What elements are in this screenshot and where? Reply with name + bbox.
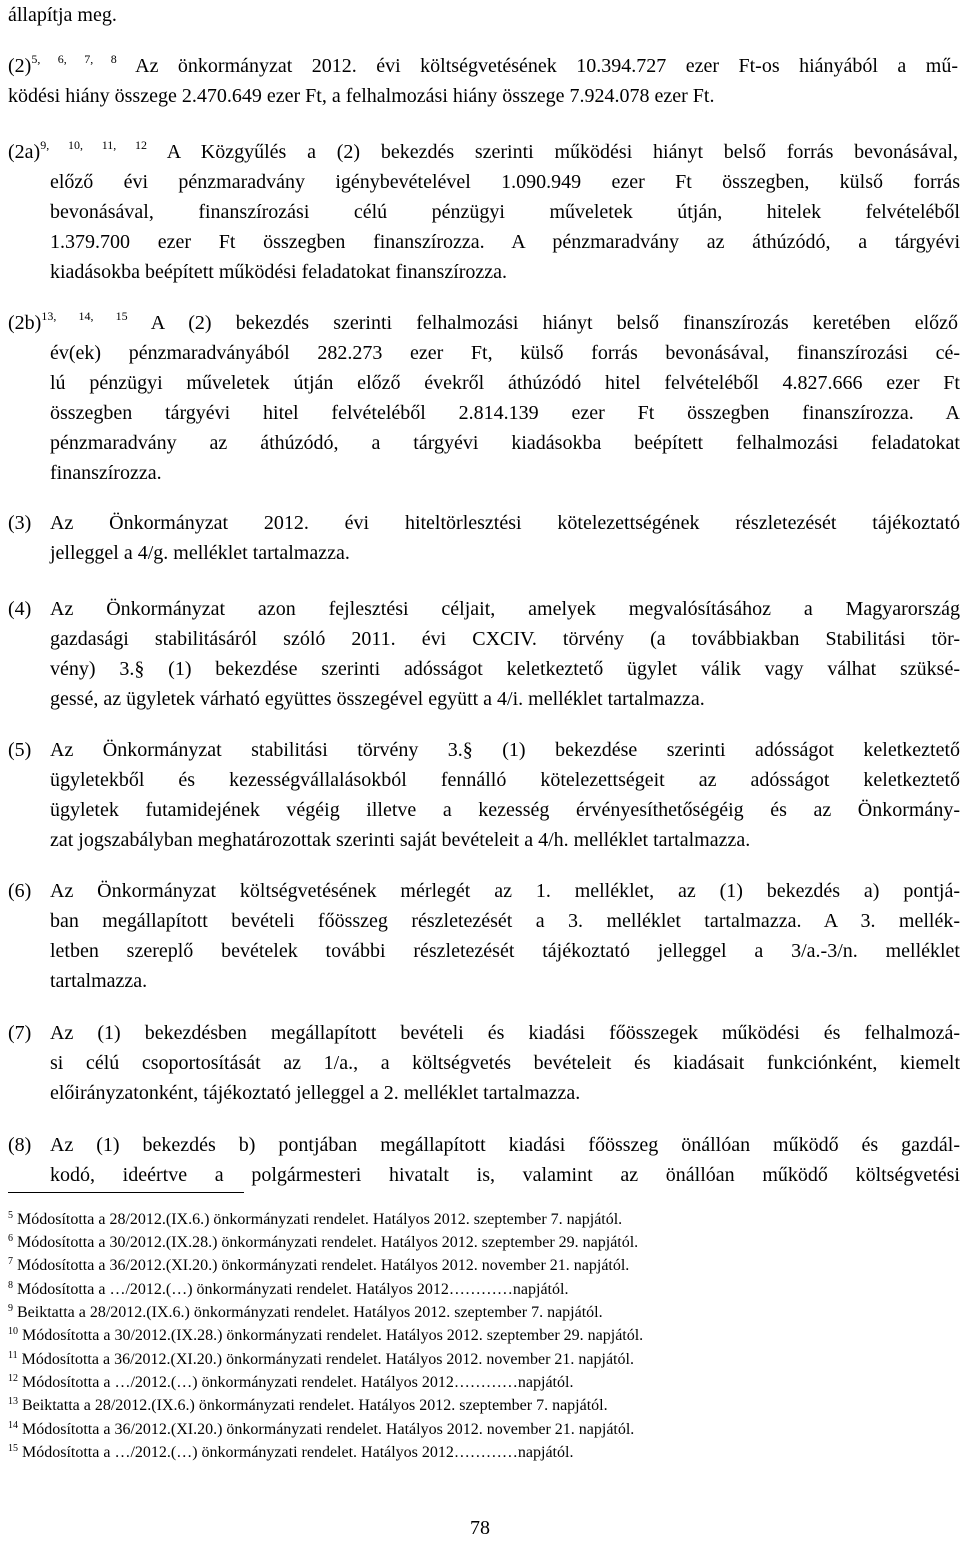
footnote-number: 7 xyxy=(8,1256,13,1267)
paragraph-8-line-1: Az (1) bekezdés b) pontjában megállapított kiadási főösszeg önállóan működő és gazdál- xyxy=(50,1134,960,1156)
paragraph-5-label: (5) xyxy=(8,739,32,761)
paragraph-2b-refs: 13, 14, 15 xyxy=(41,309,128,323)
footnote-7 xyxy=(8,1256,948,1276)
paragraph-4 xyxy=(50,594,960,714)
footnote-text: Módosította a 30/2012.(IX.28.) önkormányzati rendelet. Hatályos 2012. szeptember 29. napjától. xyxy=(17,1234,639,1251)
paragraph-6-line-3: letben szereplő bevételek további részletezését tájékoztató jelleggel a 3/a.-3/n. melléklet xyxy=(50,940,960,962)
footnote-text: Módosította a …/2012.(…) önkormányzati rendelet. Hatályos 2012…………napjától. xyxy=(22,1444,574,1461)
footnote-number: 5 xyxy=(8,1210,13,1221)
footnote-text: Módosította a 36/2012.(XI.20.) önkormányzati rendelet. Hatályos 2012. november 21. napjától. xyxy=(21,1351,634,1368)
paragraph-2-line-2: ködési hiány összege 2.470.649 ezer Ft, a felhalmozási hiány összege 7.924.078 ezer Ft. xyxy=(8,85,715,107)
footnote-text: Módosította a …/2012.(…) önkormányzati rendelet. Hatályos 2012…………napjától. xyxy=(17,1281,569,1298)
paragraph-8-line-2: kodó, ideértve a polgármesteri hivatalt is, valamint az önállóan működő költségvetési xyxy=(50,1164,960,1186)
paragraph-5 xyxy=(50,735,960,855)
paragraph-7-line-1: Az (1) bekezdésben megállapított bevételi és kiadási főösszegek működési és felhalmozá- xyxy=(50,1022,960,1044)
paragraph-2-line-1: $(2)^{5, 6, 7, 8}$ Az önkormányzat 2012. évi költségvetésének 10.394.727 ezer Ft-os hiányából a mű- xyxy=(8,52,958,77)
paragraph-4-line-4: gessé, az ügyletek várható együttes összegével együtt a 4/i. melléklet tartalmazza. xyxy=(50,688,705,710)
paragraph-2b-line-2: év(ek) pénzmaradványából 282.273 ezer Ft, külső forrás bevonásával, finanszírozási cé- xyxy=(50,342,960,364)
paragraph-3 xyxy=(50,508,960,568)
footnote-text: Módosította a …/2012.(…) önkormányzati rendelet. Hatályos 2012…………napjától. xyxy=(22,1374,574,1391)
paragraph-7-line-2: si célú csoportosítását az 1/a., a költségvetés bevételeit és kiadásait funkciónként, kiemelt xyxy=(50,1052,960,1074)
footnote-text: Beiktatta a 28/2012.(IX.6.) önkormányzati rendelet. Hatályos 2012. szeptember 7. napjától. xyxy=(22,1397,608,1414)
continuation-line: állapítja meg. xyxy=(8,4,117,26)
footnote-8 xyxy=(8,1280,948,1300)
footnote-text: Beiktatta a 28/2012.(IX.6.) önkormányzati rendelet. Hatályos 2012. szeptember 7. napjától. xyxy=(17,1304,603,1321)
paragraph-2 xyxy=(8,51,958,111)
footnote-text: Módosította a 30/2012.(IX.28.) önkormányzati rendelet. Hatályos 2012. szeptember 29. napjától. xyxy=(22,1327,644,1344)
paragraph-6-line-4: tartalmazza. xyxy=(50,970,148,992)
paragraph-2a-line-3: bevonásával, finanszírozási célú pénzügyi műveletek útján, hitelek felvételéből xyxy=(50,201,960,223)
paragraph-4-line-1: Az Önkormányzat azon fejlesztési céljait, amelyek megvalósításához a Magyarország xyxy=(50,598,960,620)
paragraph-2b-line-4: összegben tárgyévi hitel felvételéből 2.814.139 ezer Ft összegben finanszírozza. A xyxy=(50,402,960,424)
paragraph-2-refs: 5, 6, 7, 8 xyxy=(31,52,117,66)
footnote-number: 10 xyxy=(8,1326,18,1337)
footnote-separator xyxy=(8,1192,244,1193)
footnote-5 xyxy=(8,1210,948,1230)
footnote-9 xyxy=(8,1303,948,1323)
paragraph-4-line-2: gazdasági stabilitásáról szóló 2011. évi CXCIV. törvény (a továbbiakban Stabilitási tör- xyxy=(50,628,960,650)
paragraph-5-line-4: zat jogszabályban meghatározottak szerinti saját bevételeit a 4/h. melléklet tartalmazza. xyxy=(50,829,751,851)
paragraph-2b-line-3: lú pénzügyi műveletek útján előző évekről áthúzódó hitel felvételéből 4.827.666 ezer Ft xyxy=(50,372,960,394)
paragraph-5-line-1: Az Önkormányzat stabilitási törvény 3.§ (1) bekezdése szerinti adósságot keletkeztető xyxy=(50,739,960,761)
paragraph-2b-line-5: pénzmaradvány az áthúzódó, a tárgyévi kiadásokba beépített felhalmozási feladatokat xyxy=(50,432,960,454)
paragraph-2a-line-5: kiadásokba beépített működési feladatokat finanszírozza. xyxy=(50,261,508,283)
paragraph-7-label: (7) xyxy=(8,1022,32,1044)
paragraph-2b-line-1: $(2b)^{13, 14, 15}$ A (2) bekezdés szerinti felhalmozási hiányt belső finanszírozás keretében előző xyxy=(8,309,958,334)
footnote-10 xyxy=(8,1326,948,1346)
footnote-text: Módosította a 28/2012.(IX.6.) önkormányzati rendelet. Hatályos 2012. szeptember 7. napjától. xyxy=(17,1211,623,1228)
footnote-number: 14 xyxy=(8,1420,18,1431)
footnote-12 xyxy=(8,1373,948,1393)
paragraph-8-label: (8) xyxy=(8,1134,32,1156)
paragraph-2a-line-1: $(2a)^{9, 10, 11, 12}$ A Közgyűlés a (2) bekezdés szerinti működési hiányt belső forrás bevonásával, xyxy=(8,138,958,163)
paragraph-3-label: (3) xyxy=(8,512,32,534)
paragraph-4-label: (4) xyxy=(8,598,32,620)
paragraph-6-line-2: ban megállapított bevételi főösszeg részletezését a 3. melléklet tartalmazza. A 3. mellék- xyxy=(50,910,960,932)
page-number: 78 xyxy=(470,1517,490,1539)
footnote-15 xyxy=(8,1443,948,1463)
footnote-text: Módosította a 36/2012.(XI.20.) önkormányzati rendelet. Hatályos 2012. november 21. napjától. xyxy=(17,1257,630,1274)
paragraph-2a-line-2: előző évi pénzmaradvány igénybevételével 1.090.949 ezer Ft összegben, külső forrás xyxy=(50,171,960,193)
paragraph-2b-line-6: finanszírozza. xyxy=(50,462,162,484)
paragraph-6-line-1: Az Önkormányzat költségvetésének mérlegét az 1. melléklet, az (1) bekezdés a) pontjá- xyxy=(50,880,960,902)
paragraph-2a-refs: 9, 10, 11, 12 xyxy=(40,138,148,152)
paragraph-7-line-3: előirányzatonként, tájékoztató jelleggel a 2. melléklet tartalmazza. xyxy=(50,1082,581,1104)
paragraph-4-line-3: vény) 3.§ (1) bekezdése szerinti adósságot keletkeztető ügylet válik vagy válhat szüksé- xyxy=(50,658,960,680)
paragraph-2b xyxy=(8,308,958,338)
footnote-number: 11 xyxy=(8,1350,18,1361)
paragraph-6 xyxy=(50,876,960,996)
paragraph-7 xyxy=(50,1018,960,1108)
footnote-number: 15 xyxy=(8,1443,18,1454)
paragraph-2-label: (2) xyxy=(8,55,32,77)
footnote-6 xyxy=(8,1233,948,1253)
paragraph-2a-label: (2a) xyxy=(8,141,41,163)
footnote-number: 13 xyxy=(8,1396,18,1407)
paragraph-5-line-2: ügyletekből és kezességvállalásokból fennálló kötelezettségeit az adósságot keletkeztető xyxy=(50,769,960,791)
paragraph-3-line-1: Az Önkormányzat 2012. évi hiteltörlesztési kötelezettségének részletezését tájékoztató xyxy=(50,512,960,534)
paragraph-2b-label: (2b) xyxy=(8,312,42,334)
paragraph-2a xyxy=(8,137,958,167)
paragraph-5-line-3: ügyletek futamidejének végéig illetve a kezesség érvényesíthetőségéig és az Önkormány- xyxy=(50,799,960,821)
paragraph-2a-line-4: 1.379.700 ezer Ft összegben finanszírozza. A pénzmaradvány az áthúzódó, a tárgyévi xyxy=(50,231,960,253)
paragraph-3-line-2: jelleggel a 4/g. melléklet tartalmazza. xyxy=(50,542,350,564)
footnote-number: 6 xyxy=(8,1233,13,1244)
footnote-number: 12 xyxy=(8,1373,18,1384)
footnote-number: 9 xyxy=(8,1303,13,1314)
paragraph-6-label: (6) xyxy=(8,880,32,902)
footnote-14 xyxy=(8,1420,948,1440)
footnote-number: 8 xyxy=(8,1280,13,1291)
footnote-text: Módosította a 36/2012.(XI.20.) önkormányzati rendelet. Hatályos 2012. november 21. napjától. xyxy=(22,1421,635,1438)
footnote-11 xyxy=(8,1350,948,1370)
paragraph-2b-body xyxy=(50,338,960,488)
paragraph-2a-body xyxy=(50,167,960,287)
footnote-13 xyxy=(8,1396,948,1416)
paragraph-8 xyxy=(50,1130,960,1190)
